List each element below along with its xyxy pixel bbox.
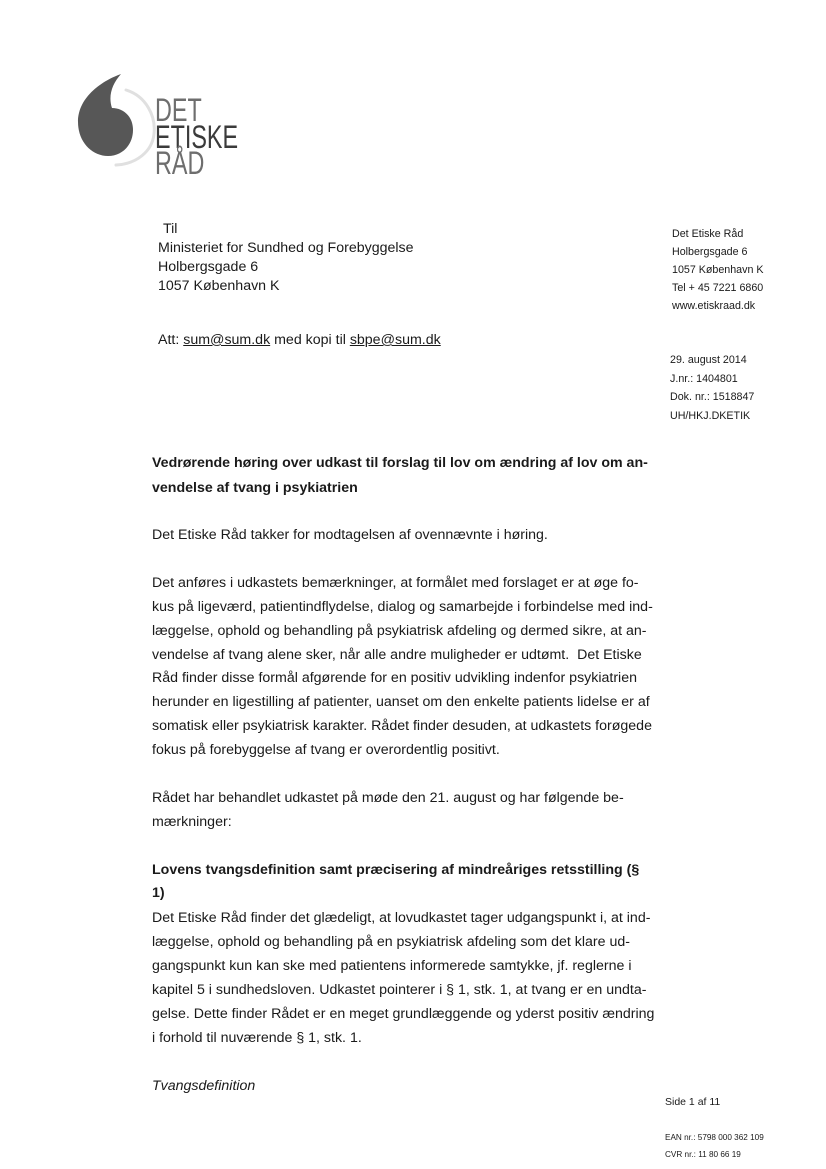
- paragraph-line: i forhold til nuværende § 1, stk. 1.: [152, 1030, 362, 1046]
- paragraph-line: mærkninger:: [152, 814, 232, 830]
- attention-line: [158, 332, 441, 348]
- cvr-number: CVR nr.: 11 80 66 19: [665, 1150, 741, 1159]
- sender-city: 1057 København K: [672, 264, 764, 276]
- reference-initials: UH/HKJ.DKETIK: [670, 410, 751, 422]
- paragraph-line: Rådet har behandlet udkastet på møde den 21. august og har følgende be-: [152, 790, 624, 806]
- ean-number: EAN nr.: 5798 000 362 109: [665, 1133, 764, 1142]
- email-copy: sbpe@sum.dk: [349, 332, 441, 348]
- subject-line: vendelse af tvang i psykiatrien: [152, 480, 358, 496]
- sender-phone: Tel + 45 7221 6860: [672, 282, 764, 294]
- paragraph-line: kus på ligeværd, patientindflydelse, dialog og samarbejde i forbindelse med ind-: [152, 599, 653, 615]
- sender-street: Holbergsgade 6: [672, 246, 748, 258]
- sender-name: Det Etiske Råd: [672, 228, 744, 240]
- attention-middle-text: med kopi til: [270, 332, 350, 348]
- paragraph-line: kapitel 5 i sundhedsloven. Udkastet pointerer i § 1, stk. 1, at tvang er en undta-: [152, 982, 647, 998]
- letter-date: 29. august 2014: [670, 354, 747, 366]
- recipient-city: 1057 København K: [158, 278, 280, 294]
- recipient-street: Holbergsgade 6: [158, 259, 259, 275]
- subject-line: Vedrørende høring over udkast til forslag til lov om ændring af lov om an-: [152, 455, 648, 471]
- paragraph-line: vendelse af tvang alene sker, når alle andre muligheder er udtømt. Det Etiske: [152, 647, 642, 663]
- sender-website: www.etiskraad.dk: [672, 300, 756, 312]
- journal-number: J.nr.: 1404801: [670, 373, 738, 385]
- logo-word-det: DET: [155, 92, 202, 128]
- paragraph-line: læggelse, ophold og behandling på en psykiatrisk afdeling som det klare ud-: [152, 934, 630, 950]
- paragraph-line: gelse. Dette finder Rådet er en meget grundlæggende og yderst positiv ændring: [152, 1006, 655, 1022]
- email-primary: sum@sum.dk: [183, 332, 271, 348]
- document-number: Dok. nr.: 1518847: [670, 391, 755, 403]
- page-number: Side 1 af 11: [665, 1096, 721, 1108]
- paragraph-line: Det anføres i udkastets bemærkninger, at formålet med forslaget er at øge fo-: [152, 575, 639, 591]
- swirl-logo-icon: [70, 66, 165, 170]
- section-heading-line: 1): [152, 885, 165, 901]
- paragraph-line: Det Etiske Råd finder det glædeligt, at lovudkastet tager udgangspunkt i, at ind-: [152, 910, 651, 926]
- recipient-name: Ministeriet for Sundhed og Forebyggelse: [158, 240, 414, 256]
- recipient-to-label: Til: [163, 221, 178, 237]
- paragraph-line: læggelse, ophold og behandling på psykiatrisk afdeling og dermed sikre, at an-: [152, 623, 647, 639]
- paragraph-line: somatisk eller psykiatrisk karakter. Rådet finder desuden, at udkastets forøgede: [152, 718, 652, 734]
- paragraph-line: gangspunkt kun kan ske med patientens informerede samtykke, jf. reglerne i: [152, 958, 632, 974]
- logo-word-raad: RÅD: [155, 145, 205, 181]
- paragraph-line: herunder en ligestilling af patienter, uanset om den enkelte patients lidelse er af: [152, 694, 650, 710]
- attention-prefix: Att:: [158, 332, 184, 348]
- logo-word-etiske: ETISKE: [155, 119, 239, 155]
- thanks-paragraph: Det Etiske Råd takker for modtagelsen af ovennævnte i høring.: [152, 527, 548, 543]
- paragraph-line: Råd finder disse formål afgørende for en positiv udvikling indenfor psykiatrien: [152, 670, 637, 686]
- subheading-tvangsdefinition: Tvangsdefinition: [152, 1078, 256, 1094]
- section-heading-line: Lovens tvangsdefinition samt præcisering af mindreåriges retsstilling (§: [152, 862, 640, 878]
- paragraph-line: fokus på forebyggelse af tvang er overordentlig positivt.: [152, 742, 500, 758]
